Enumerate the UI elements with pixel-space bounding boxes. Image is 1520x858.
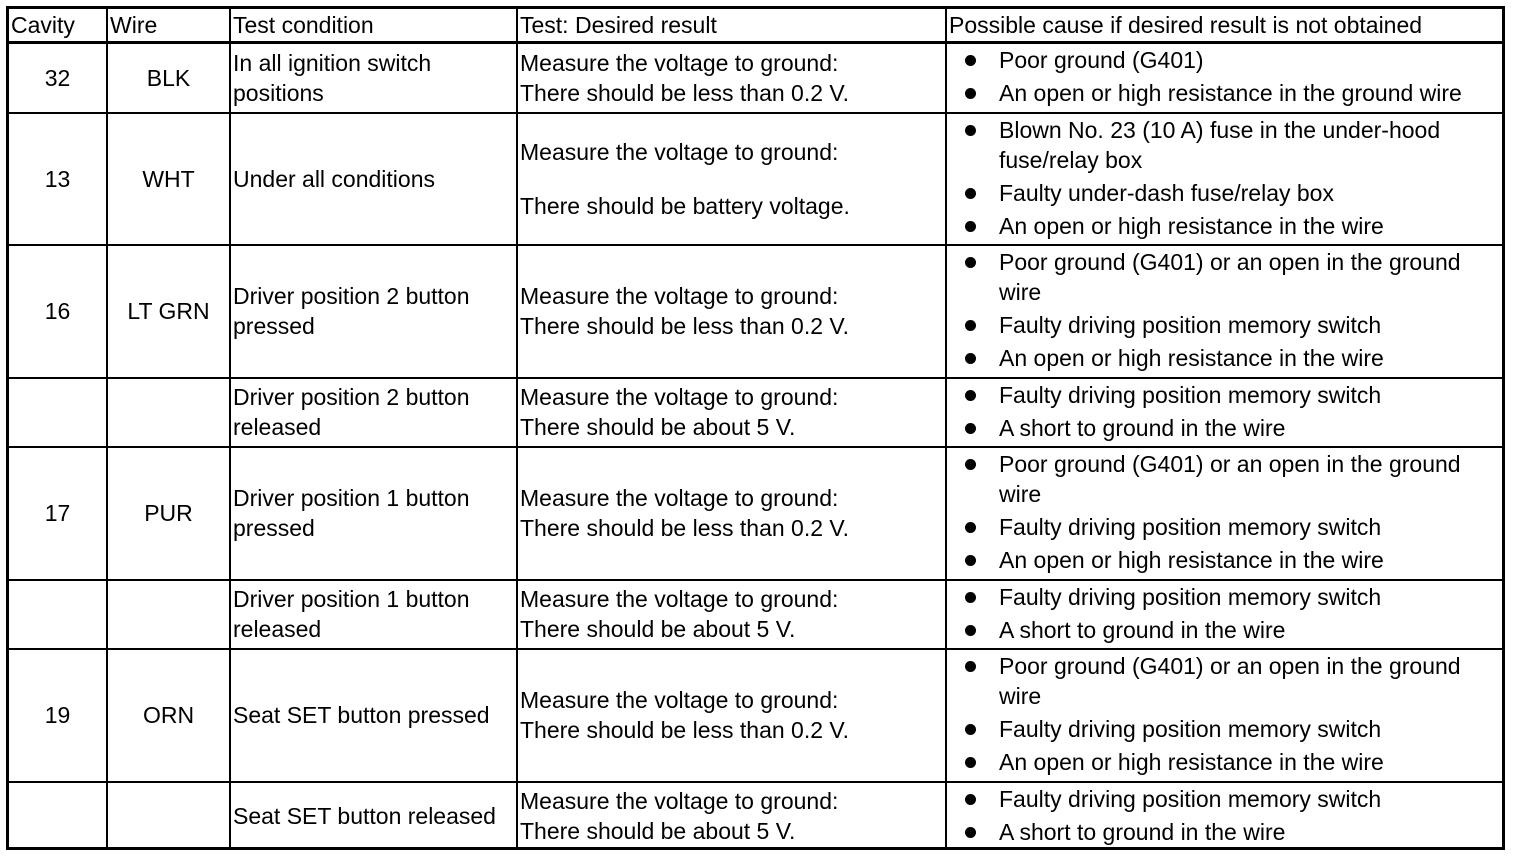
cause-text: Poor ground (G401) bbox=[999, 47, 1204, 74]
possible-cause-cell bbox=[946, 43, 1502, 113]
diagnostic-table bbox=[9, 9, 1502, 850]
desired-result-cell bbox=[517, 447, 946, 580]
bullet-icon bbox=[965, 625, 976, 636]
cause-item bbox=[965, 512, 1498, 542]
result-line: Measure the voltage to ground: bbox=[520, 586, 839, 612]
result-spacer bbox=[520, 167, 943, 191]
cause-item bbox=[965, 115, 1498, 175]
desired-result-cell bbox=[517, 782, 946, 850]
bullet-icon bbox=[965, 555, 976, 566]
bullet-icon bbox=[965, 423, 976, 434]
cause-text: A short to ground in the wire bbox=[999, 818, 1286, 845]
bullet-icon bbox=[965, 794, 976, 805]
possible-cause-cell bbox=[946, 580, 1502, 649]
cause-text: Faulty driving position memory switch bbox=[999, 312, 1382, 338]
result-line: There should be less than 0.2 V. bbox=[520, 79, 850, 106]
cause-list bbox=[965, 651, 1498, 777]
cause-text: Blown No. 23 (10 A) fuse in the under-hood fuse/relay box bbox=[999, 116, 1441, 173]
bullet-icon bbox=[965, 353, 976, 364]
desired-result-cell bbox=[517, 580, 946, 649]
test-condition-cell: Seat SET button pressed bbox=[230, 649, 517, 782]
cause-text: A short to ground in the wire bbox=[999, 616, 1286, 643]
table-row bbox=[9, 649, 1502, 782]
cause-item bbox=[965, 784, 1498, 814]
table-row bbox=[9, 447, 1502, 580]
possible-cause-cell bbox=[946, 245, 1502, 378]
cause-text: Faulty driving position memory switch bbox=[999, 785, 1382, 812]
table-row bbox=[9, 378, 1502, 447]
result-line: There should be about 5 V. bbox=[520, 818, 796, 844]
cause-text: An open or high resistance in the ground wire bbox=[999, 80, 1462, 107]
result-line: Measure the voltage to ground: bbox=[520, 788, 839, 814]
header-cavity: Cavity bbox=[9, 9, 107, 43]
desired-result-cell bbox=[517, 113, 946, 245]
cause-text: Faulty driving position memory switch bbox=[999, 583, 1382, 610]
cause-text: An open or high resistance in the wire bbox=[999, 345, 1384, 371]
header-wire: Wire bbox=[107, 9, 230, 43]
bullet-icon bbox=[965, 724, 976, 735]
cause-item bbox=[965, 78, 1498, 108]
possible-cause-cell bbox=[946, 378, 1502, 447]
test-condition-cell: Driver position 1 button released bbox=[230, 580, 517, 649]
possible-cause-cell bbox=[946, 447, 1502, 580]
possible-cause-cell bbox=[946, 649, 1502, 782]
cause-list bbox=[965, 449, 1498, 575]
wire-cell: LT GRN bbox=[107, 245, 230, 378]
result-line: There should be battery voltage. bbox=[520, 192, 850, 219]
wire-cell bbox=[107, 580, 230, 649]
wire-cell: ORN bbox=[107, 649, 230, 782]
wire-cell: WHT bbox=[107, 113, 230, 245]
cause-item bbox=[965, 747, 1498, 777]
wire-cell bbox=[107, 782, 230, 850]
cause-item bbox=[965, 343, 1498, 373]
header-possible-cause: Possible cause if desired result is not obtained bbox=[946, 9, 1502, 43]
desired-result-cell bbox=[517, 43, 946, 113]
header-desired-result: Test: Desired result bbox=[517, 9, 946, 43]
result-line: There should be about 5 V. bbox=[520, 414, 796, 440]
bullet-icon bbox=[965, 661, 976, 672]
test-condition-cell: Driver position 2 button released bbox=[230, 378, 517, 447]
table-row bbox=[9, 580, 1502, 649]
test-condition-cell: In all ignition switch positions bbox=[230, 43, 517, 113]
table-row bbox=[9, 782, 1502, 850]
cause-item bbox=[965, 615, 1498, 645]
result-line: Measure the voltage to ground: bbox=[520, 687, 839, 713]
result-line: Measure the voltage to ground: bbox=[520, 283, 839, 309]
cause-item bbox=[965, 247, 1498, 307]
cause-text: Faulty under-dash fuse/relay box bbox=[999, 179, 1334, 206]
header-test-condition: Test condition bbox=[230, 9, 517, 43]
cause-item bbox=[965, 380, 1498, 410]
cause-text: Poor ground (G401) or an open in the ground wire bbox=[999, 653, 1461, 709]
bullet-icon bbox=[965, 55, 976, 66]
diagnostic-table-frame bbox=[6, 6, 1505, 850]
desired-result-cell bbox=[517, 649, 946, 782]
cause-item bbox=[965, 45, 1498, 75]
result-line: There should be less than 0.2 V. bbox=[520, 313, 850, 339]
cause-text: Poor ground (G401) or an open in the ground wire bbox=[999, 451, 1461, 507]
cause-item bbox=[965, 413, 1498, 443]
bullet-icon bbox=[965, 125, 976, 136]
test-condition-cell: Driver position 2 button pressed bbox=[230, 245, 517, 378]
result-line: Measure the voltage to ground: bbox=[520, 485, 839, 511]
bullet-icon bbox=[965, 522, 976, 533]
cause-item bbox=[965, 211, 1498, 241]
bullet-icon bbox=[965, 257, 976, 268]
cause-item bbox=[965, 651, 1498, 711]
cavity-cell: 16 bbox=[9, 245, 107, 378]
cavity-cell bbox=[9, 782, 107, 850]
result-line: Measure the voltage to ground: bbox=[520, 384, 839, 410]
cause-list bbox=[965, 380, 1498, 443]
cavity-cell: 32 bbox=[9, 43, 107, 113]
possible-cause-cell bbox=[946, 113, 1502, 245]
cause-item bbox=[965, 545, 1498, 575]
test-condition-cell: Under all conditions bbox=[230, 113, 517, 245]
cause-item bbox=[965, 449, 1498, 509]
cause-item bbox=[965, 714, 1498, 744]
cause-item bbox=[965, 817, 1498, 847]
result-line: Measure the voltage to ground: bbox=[520, 138, 839, 165]
wire-cell bbox=[107, 378, 230, 447]
cavity-cell bbox=[9, 580, 107, 649]
cause-list bbox=[965, 45, 1498, 108]
bullet-icon bbox=[965, 320, 976, 331]
test-condition-cell: Driver position 1 button pressed bbox=[230, 447, 517, 580]
cavity-cell: 13 bbox=[9, 113, 107, 245]
result-line: There should be less than 0.2 V. bbox=[520, 515, 850, 541]
bullet-icon bbox=[965, 592, 976, 603]
cause-text: Faulty driving position memory switch bbox=[999, 381, 1382, 408]
desired-result-cell bbox=[517, 245, 946, 378]
cause-text: An open or high resistance in the wire bbox=[999, 547, 1384, 573]
bullet-icon bbox=[965, 390, 976, 401]
cause-text: An open or high resistance in the wire bbox=[999, 212, 1384, 239]
cause-list bbox=[965, 582, 1498, 645]
header-row bbox=[9, 9, 1502, 43]
cause-text: An open or high resistance in the wire bbox=[999, 749, 1384, 775]
table-row bbox=[9, 43, 1502, 113]
desired-result-cell bbox=[517, 378, 946, 447]
table-row bbox=[9, 245, 1502, 378]
cavity-cell: 17 bbox=[9, 447, 107, 580]
cause-list bbox=[965, 115, 1498, 241]
possible-cause-cell bbox=[946, 782, 1502, 850]
cause-item bbox=[965, 178, 1498, 208]
table-row bbox=[9, 113, 1502, 245]
result-line: There should be less than 0.2 V. bbox=[520, 717, 850, 743]
result-line: Measure the voltage to ground: bbox=[520, 49, 839, 76]
cause-text: Poor ground (G401) or an open in the ground wire bbox=[999, 249, 1461, 305]
cavity-cell: 19 bbox=[9, 649, 107, 782]
cause-text: Faulty driving position memory switch bbox=[999, 514, 1382, 540]
cause-item bbox=[965, 310, 1498, 340]
bullet-icon bbox=[965, 88, 976, 99]
bullet-icon bbox=[965, 827, 976, 838]
cause-text: Faulty driving position memory switch bbox=[999, 716, 1382, 742]
wire-cell: BLK bbox=[107, 43, 230, 113]
test-condition-cell: Seat SET button released bbox=[230, 782, 517, 850]
cause-list bbox=[965, 784, 1498, 847]
cause-item bbox=[965, 582, 1498, 612]
result-line: There should be about 5 V. bbox=[520, 616, 796, 642]
bullet-icon bbox=[965, 757, 976, 768]
bullet-icon bbox=[965, 459, 976, 470]
cavity-cell bbox=[9, 378, 107, 447]
cause-list bbox=[965, 247, 1498, 373]
bullet-icon bbox=[965, 221, 976, 232]
cause-text: A short to ground in the wire bbox=[999, 414, 1286, 441]
wire-cell: PUR bbox=[107, 447, 230, 580]
bullet-icon bbox=[965, 188, 976, 199]
